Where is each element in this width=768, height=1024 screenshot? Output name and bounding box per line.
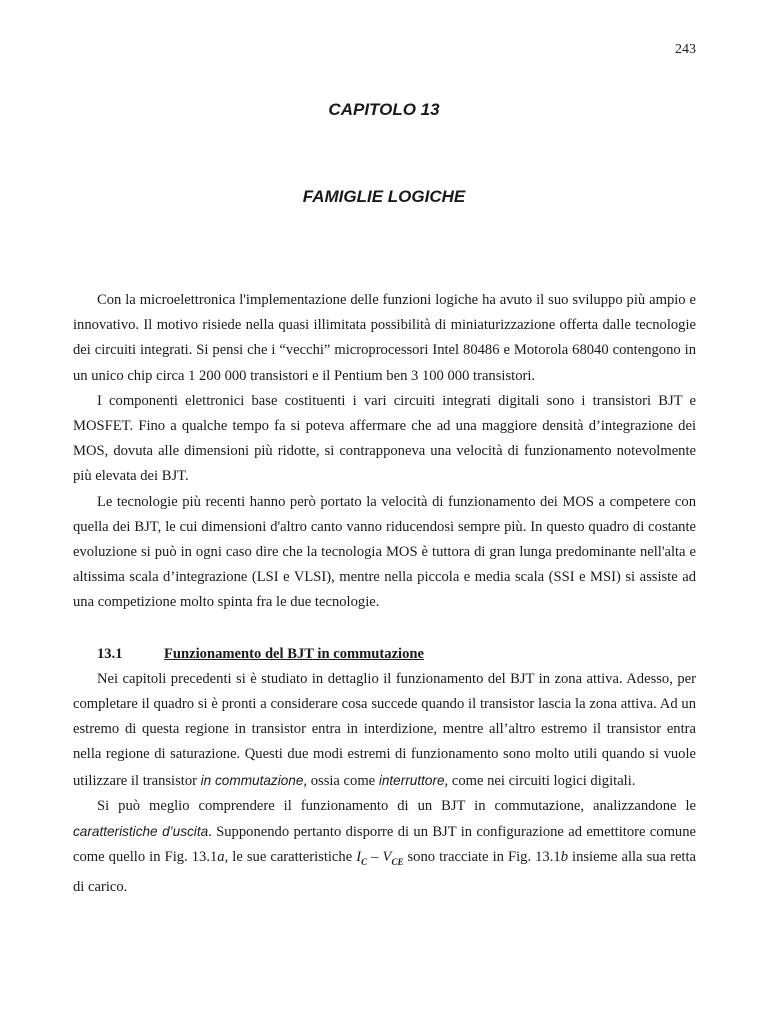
emphasis-in-commutazione: in commutazione xyxy=(200,772,304,788)
chapter-title: FAMIGLIE LOGICHE xyxy=(302,187,466,206)
section-heading xyxy=(73,642,696,667)
text-run: Nei capitoli precedenti si è studiato in dettaglio il funzionamento del BJT in zona attiva. Adesso, per completare il quadro si è pronti a considerare cosa succede quando il transistor lascia la zona attiva. Ad un estremo di questa regione in transistor entra in interdizione, mentre all’altro estremo il transistor entra nella regione di saturazione. Questi due modi estremi di funzionamento sono molto utili quando si vuole utilizzare il transistor xyxy=(73,670,696,789)
section-paragraph-1 xyxy=(73,667,696,794)
text-run: , ossia come xyxy=(303,772,379,789)
text-run: , le sue caratteristiche xyxy=(224,849,357,866)
figure-ref-a: a xyxy=(217,849,225,866)
intro-paragraph-1: Con la microelettronica l'implementazione delle funzioni logiche ha avuto il suo sviluppo più ampio e innovativo. Il motivo risiede nella quasi illimitata possibilità di miniaturizzazione offerta dalle tecnologie dei circuiti integrati. Si pensi che i “vecchi” microprocessori Intel 80486 e Motorola 68040 contengono in un unico chip circa 1 200 000 transistori e il Pentium ben 3 100 000 transistori. xyxy=(73,292,696,384)
section-title: Funzionamento del BJT in commutazione xyxy=(164,645,424,662)
math-vce-subscript: CE xyxy=(391,857,404,868)
intro-paragraph-3: Le tecnologie più recenti hanno però portato la velocità di funzionamento dei MOS a competere con quella dei BJT, le cui dimensioni d'altro canto vanno riducendosi sempre più. In questo quadro di costante evoluzione si può in ogni caso dire che la tecnologia MOS è tuttora di gran lunga predominante nell'alta e altissima scala d’integrazione (LSI e VLSI), mentre nella piccola e media scala (SSI e MSI) si assiste ad una competizione molto spinta fra le due tecnologie. xyxy=(73,493,696,611)
math-ic-subscript: C xyxy=(361,857,368,868)
text-run: sono tracciate in Fig. 13.1 xyxy=(403,849,561,866)
math-dash: – xyxy=(367,849,383,866)
section-paragraph-2 xyxy=(73,794,696,901)
figure-ref-b: b xyxy=(560,849,568,866)
math-vce xyxy=(382,849,404,868)
emphasis-interruttore: interruttore xyxy=(378,772,445,788)
section-number: 13.1 xyxy=(97,645,123,662)
text-run: . Supponendo pertanto disporre di un BJT in configurazione ad emettitore comune come quello in Fig. 13.1 xyxy=(73,824,697,866)
text-run: insieme alla sua retta di carico. xyxy=(73,849,697,896)
intro-paragraph-2: I componenti elettronici base costituenti i vari circuiti integrati digitali sono i transistori BJT e MOSFET. Fino a qualche tempo fa si poteva affermare che ad una maggiore densità d’integrazione dei MOS, dovuta alle dimensioni più ridotte, si contrapponeva una velocità di funzionamento notevolmente più elevata dei BJT. xyxy=(73,392,696,485)
math-ic xyxy=(356,849,368,868)
math-ic-symbol: I xyxy=(356,849,362,866)
chapter-label: CAPITOLO 13 xyxy=(328,100,440,119)
text-run: Si può meglio comprendere il funzionamento di un BJT in commutazione, analizzandone le xyxy=(97,797,696,814)
math-vce-symbol: V xyxy=(382,849,392,866)
page-number: 243 xyxy=(675,42,696,57)
body-text xyxy=(73,288,696,901)
emphasis-caratteristiche-uscita: caratteristiche d’uscita xyxy=(73,824,209,840)
text-run: , come nei circuiti logici digitali. xyxy=(444,772,636,789)
